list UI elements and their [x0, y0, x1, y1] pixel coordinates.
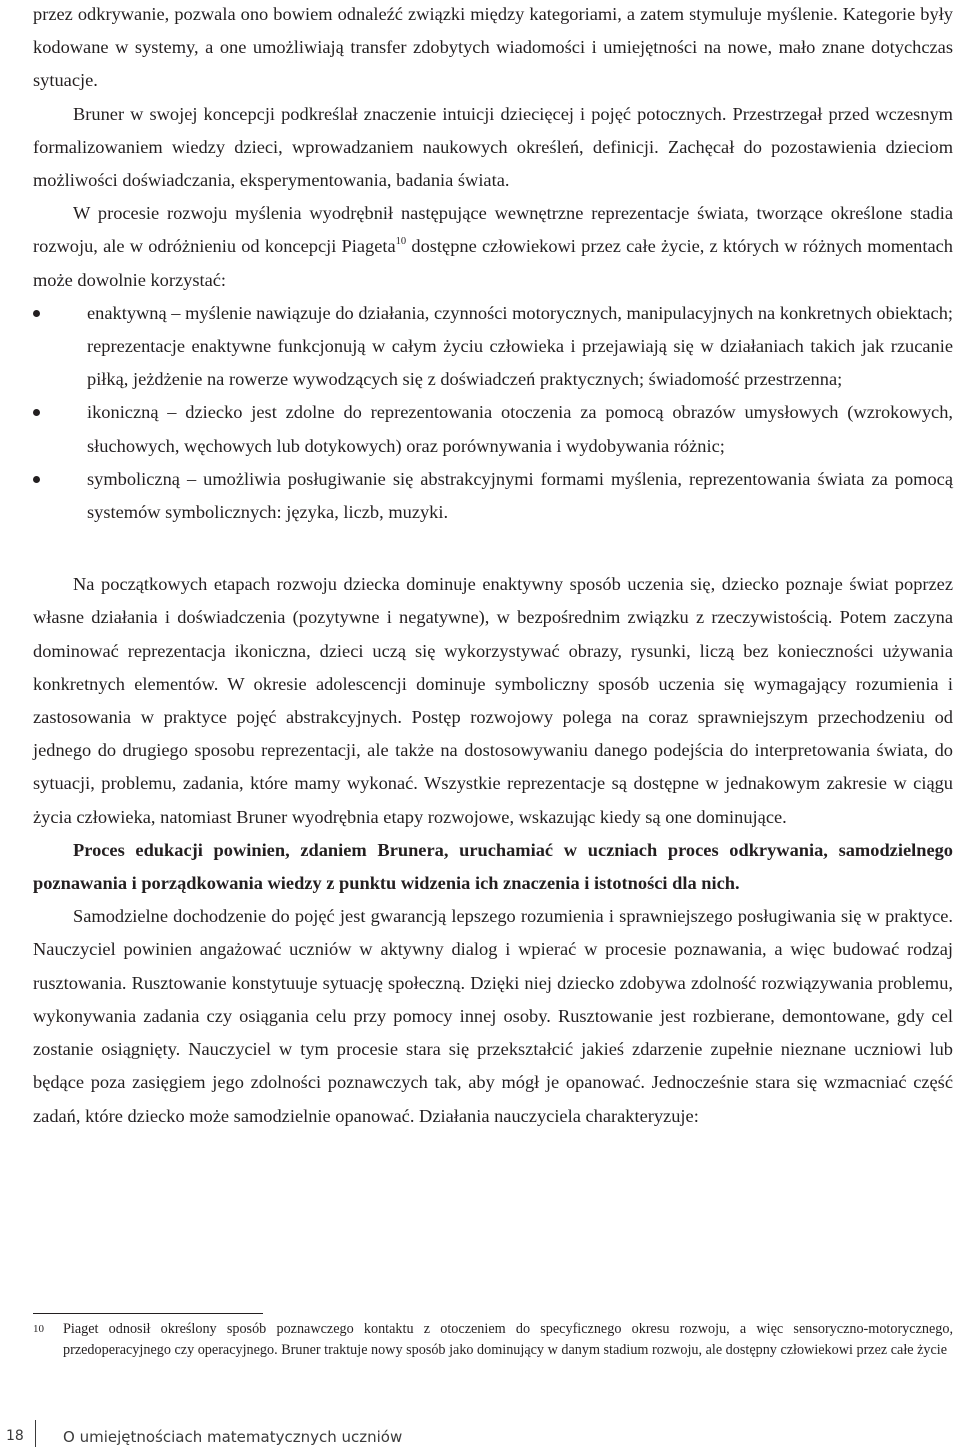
- list-item-text: ikoniczną – dziecko jest zdolne do reprezentowania otoczenia za pomocą obrazów umysłowych (wzrokowych, słuchowych, węchowych lub dotykowych) oraz porównywania i wydobywania różnic;: [87, 402, 953, 456]
- list-item: [33, 463, 953, 529]
- paragraph-stages: Na początkowych etapach rozwoju dziecka dominuje enaktywny sposób uczenia się, dziecko poznaje świat poprzez własne działania i doświadczenia (pozytywne i negatywne), w bezpośrednim związku z rzeczywistością. Potem zaczyna dominować reprezentacja ikoniczna, dzieci uczą się wykorzystywać obrazy, rysunki, liczą bez konieczności używania konkretnych elementów. W okresie adolescencji dominuje symboliczny sposób uczenia się wymagający rozumienia i zastosowania w praktyce pojęć abstrakcyjnych. Postęp rozwojowy polega na coraz sprawniejszym przechodzeniu od jednego do drugiego sposobu reprezentacji, ale także na dostosowywaniu danego podejścia do interpretowania świata, do sytuacji, problemu, zadania, które mamy wykonać. Wszystkie reprezentacje są dostępne w jednakowym zakresie w ciągu życia człowieka, natomiast Bruner wyodrębnia etapy rozwojowe, wskazując kiedy są one dominujące.: [33, 574, 953, 827]
- running-title: O umiejętnościach matematycznych uczniów: [63, 1428, 403, 1446]
- footnote-number: 10: [33, 1323, 44, 1335]
- bullet-icon: [33, 476, 40, 483]
- page-number: 18: [6, 1428, 24, 1444]
- bullet-icon: [33, 310, 40, 317]
- section-gap: [33, 529, 953, 568]
- representation-list: [33, 297, 953, 529]
- list-item: [33, 297, 953, 397]
- paragraph-bruner-intuition: Bruner w swojej koncepcji podkreślał znaczenie intuicji dziecięcej i pojęć potocznych. Przestrzegał przed wczesnym formalizowaniem wiedzy dzieci, wprowadzaniem naukowych określeń, definicji. Zachęcał do pozostawienia dzieciom możliwości doświadczania, eksperymentowania, badania świata.: [33, 103, 953, 191]
- paragraph-representations-text-end: dostępne człowiekowi przez całe życie, z których w różnych momentach może dowolnie korzystać:: [33, 236, 954, 290]
- paragraph-intro: przez odkrywanie, pozwala ono bowiem odnaleźć związki między kategoriami, a zatem stymuluje myślenie. Kategorie były kodowane w systemy, a one umożliwiają transfer zdobytych wiadomości i umiejętności na nowe, mało znane dotychczas sytuacje.: [33, 4, 953, 91]
- list-item-text: symboliczną – umożliwia posługiwanie się abstrakcyjnymi formami myślenia, reprezentowania świata za pomocą systemów symbolicznych: języka, liczb, muzyki.: [87, 468, 953, 523]
- list-item: [33, 396, 953, 462]
- footnote-text: Piaget odnosił określony sposób poznawczego kontaktu z otoczeniem do specyficznego okresu rozwoju, a więc sensoryczno-motorycznego, przedoperacyjnego czy operacyjnego. Bruner traktuje nowy sposób jako dominujący w danym stadium rozwoju, ale dostępny człowiekowi przez całe życie: [63, 1321, 953, 1358]
- paragraph-representations: [33, 197, 953, 297]
- paragraph-scaffolding: Samodzielne dochodzenie do pojęć jest gwarancją lepszego rozumienia i sprawniejszego posługiwania się w praktyce. Nauczyciel powinien angażować uczniów w aktywny dialog i wpierać w procesie poznawania, a więc budować rodzaj rusztowania. Rusztowanie konstytuuje sytuację społeczną. Dzięki niej dziecko zdobywa zdolność rozwiązywania problemu, wykonywania zadania czy osiągania celu przy pomocy innej osoby. Rusztowanie jest rozbierane, demontowane, gdy cel zostanie osiągnięty. Nauczyciel w tym procesie stara się przekształcić jakieś zdarzenie zupełnie nieznane uczniowi lub będące poza zasięgiem jego zdolności poznawczych tak, aby mógł je opanować. Jednocześnie stara się wzmacniać część zadań, które dziecko może samodzielnie opanować. Działania nauczyciela charakteryzuje:: [33, 906, 953, 1126]
- footnote-divider: [33, 1313, 263, 1314]
- page-footer: [0, 1420, 960, 1447]
- list-item-text: enaktywną – myślenie nawiązuje do działania, czynności motorycznych, manipulacyjnych na konkretnych obiektach; reprezentacje enaktywne funkcjonują w całym życiu człowieka i przejawiają się w działaniach takich jak rzucanie piłką, jeżdżenie na rowerze wywodzących się z doświadczeń praktycznych; świadomość przestrzenna;: [87, 302, 953, 390]
- footnote-ref[interactable]: 10: [395, 236, 407, 248]
- page-body: [33, 0, 953, 1133]
- paragraph-education-thesis: Proces edukacji powinien, zdaniem Brunera, uruchamiać w uczniach proces odkrywania, samodzielnego poznawania i porządkowania wiedzy z punktu widzenia ich znaczenia i istotności dla nich.: [33, 839, 953, 894]
- bullet-icon: [33, 409, 40, 416]
- footnote: [33, 1319, 953, 1361]
- footer-divider: [35, 1420, 36, 1447]
- paragraph-representations-text: W procesie rozwoju myślenia wyodrębnił następujące wewnętrzne reprezentacje świata, tworzące określone stadia rozwoju, ale w odróżnieniu od koncepcji Piageta: [33, 203, 953, 257]
